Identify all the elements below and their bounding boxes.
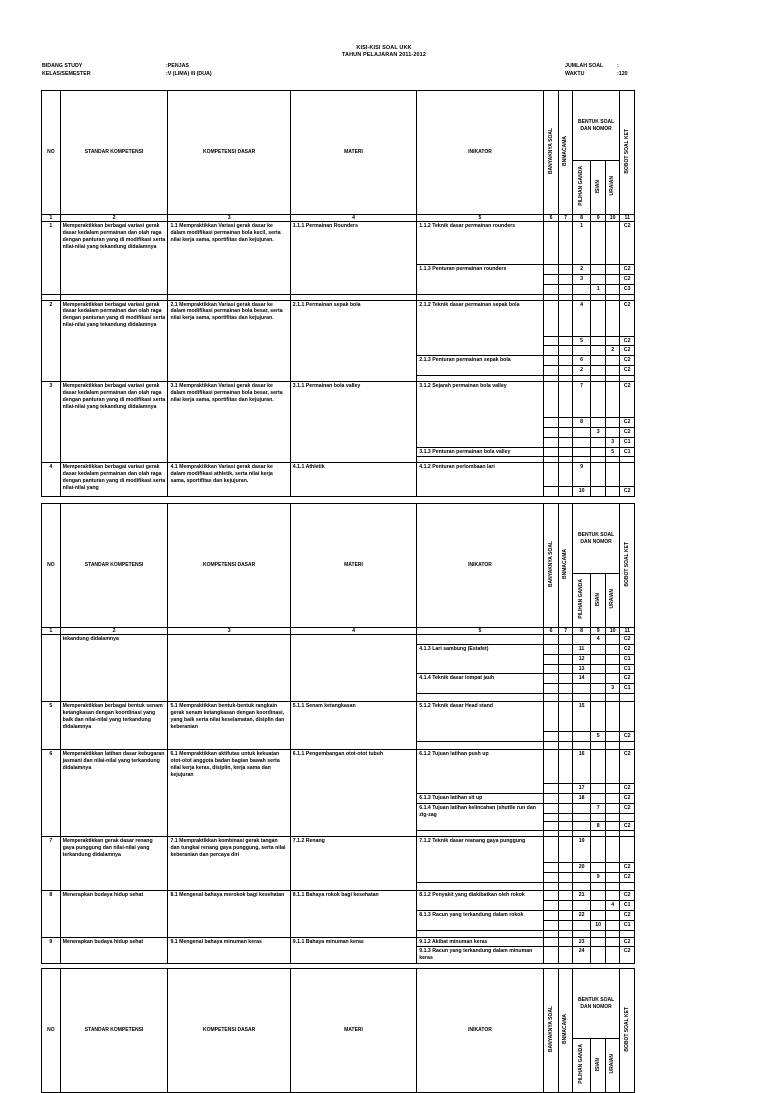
- header-standar: STANDAR KOMPETENSI: [60, 969, 168, 1093]
- header-kompetensi: KOMPETENSI DASAR: [168, 504, 290, 628]
- bidang-value: :PENJAS: [166, 63, 189, 69]
- column-number-row: 1 2 3 4 5 6 7 8 9 10 11: [42, 215, 635, 222]
- header-standar: STANDAR KOMPETENSI: [60, 504, 168, 628]
- jumlah-label: JUMLAH SOAL: [565, 63, 604, 69]
- table-row: 1 Memperaktikkan berbagai variasi gerak dasar kedalam permainan dan olah raga dengan panturan yang di modifikasi serta nilai-nilai yang tekandung didalamnya 1.1 Mempraktikkan Variasi gerak dasar ke dalam modifikasi permainan bola kecil, serta nilai kerja sama, sportifitas dan kejujuran. 1.1.1 Permainan Rounders 1.1.2 Teknik dasar permainan rounders 1 C2: [42, 222, 635, 265]
- header-uraian: URAIAN: [609, 176, 616, 196]
- table-row: 7 Memperaktikkan gerak dasar renang gaya punggung dan nilai-nilai yang terkandung didalamnya 7.1 Mempraktikkan kombinasi gerak tangan dan tungkai renang gaya punggung, serta nilai keberanian dan percaya diri 7.1.2 Renang 7.1.2 Teknik dasar reanang gaya punggung 19: [42, 837, 635, 863]
- header-indikator: INIKATOR: [417, 504, 543, 628]
- table-row: 3 Memperaktikkan berbagai variasi gerak dasar kedalam permainan dan olah raga dengan panturan yang di modifikasi serta nilai-nilai yang tekandung didalamnya 3.1 Mempraktikkan Variasi gerak dasar ke dalam modifikasi permainan bola besar, serta nilai kerja sama, sportifitas dan kejujuran. 3.1.1 Permainan bola valley 3.1.2 Sejarah permainan bola valley 7 C2: [42, 382, 635, 418]
- header-bobot: BOBOT SOAL KET: [623, 541, 630, 587]
- jumlah-value: :: [617, 63, 619, 69]
- table-row: 4 Memperaktikkan berbagai variasi gerak dasar kedalam permainan dan olah raga dengan panturan yang di modifikasi serta nilai-nilai yang 4.1 Mempraktikkan Variasi gerak dasar ke dalam modifikasi athletik, serta nilai kerja sama, sportifitas dan kejujuran. 4.1.1 Athletik 4.1.2 Penturan perlombaan lari 9: [42, 463, 635, 487]
- table-row: 8 Menerapkan budaya hidup sehat 8.1 Mengenal bahaya merokok bagi kesehatan 8.1.1 Bahaya rokok bagi kesehatan 8.1.2 Penyakit yang diakibatkan oleh rokok 21 C2: [42, 891, 635, 901]
- column-number-row: 1 2 3 4 5 6 7 8 9 10 11: [42, 628, 635, 635]
- waktu-value: :120: [617, 71, 628, 77]
- header-bentuk: BENTUK SOAL DAN NOMOR: [572, 504, 620, 574]
- header-bentuk: BENTUK SOAL DAN NOMOR: [572, 91, 620, 161]
- table-row: 3 C2: [42, 274, 635, 284]
- header-kompetensi: KOMPETENSI DASAR: [168, 91, 290, 215]
- header-no: NO: [42, 504, 61, 628]
- header-bnmacam: BNMACAMA: [562, 549, 569, 580]
- header-kompetensi: KOMPETENSI DASAR: [168, 969, 290, 1093]
- header-banyaknya: BANYAKNYA SOAL: [547, 541, 554, 588]
- header-isian: ISIAN: [594, 179, 601, 193]
- header-materi: MATERI: [290, 969, 416, 1093]
- table-row: tekandung didalamnya 4 C2: [42, 635, 635, 645]
- header-pilihan: PILIHAN GANDA: [578, 1044, 585, 1085]
- header-no: NO: [42, 91, 61, 215]
- kisi-table-page1: NO STANDAR KOMPETENSI KOMPETENSI DASAR MATERI INIKATOR BANYAKNYA SOAL BNMACAMA BENTUK SOAL DAN NOMOR BOBOT SOAL KET PILIHAN GANDA ISIAN URAIAN 1 2 3 4 5 6 7 8 9 10 11 1 Memperaktikkan berbagai variasi gerak dasar kedalam permainan dan olah raga dengan panturan yang di modifikasi serta nilai-nilai yang tekandung didalamnya 1.1 Mempraktikkan Variasi gerak dasar ke dalam modifikasi permainan bola kecil, serta nilai kerja sama, sportifitas dan kejujuran. 1.1.1 Permainan Rounders 1.1.2 Teknik dasar permainan rounders 1 C2 1.1.3 Penturan permainan rounders 2 C2 3 C2 1 C3 2 Memperaktikkan berbagai variasi gerak dasar kedalam permainan dan olah raga dengan panturan yang di modifikasi serta nilai-nilai yang tekandung didalamnya 2.1 Mempraktikkan Variasi gerak dasar ke dalam modifikasi permainan bola besar, serta nilai kerja sama, sportifitas dan kejujuran. 2.1.1 Permainan sepak bola 2.1.2 Teknik dasar permainan sepak bola 4 C2 5 C2 2 C2 2.1.3 Penturan permainan sepak bola 6 C2 2 C2 3 Memperaktikkan berbagai variasi gerak dasar kedalam permainan dan olah raga dengan panturan yang di modifikasi serta nilai-nilai yang tekandung didalamnya 3.1 Mempraktikkan Variasi gerak dasar ke dalam modifikasi permainan bola besar, serta nilai kerja sama, sportifitas dan kejujuran. 3.1.1 Permainan bola valley 3.1.2 Sejarah permainan bola valley 7 C2 8 C2 3 C2 3 C1 3.1.3 Penturan permainan bola valley 5 C1 4 Memperaktikkan berbagai variasi gerak dasar kedalam permainan dan olah raga dengan panturan yang di modifikasi serta nilai-nilai yang 4.1 Mempraktikkan Variasi gerak dasar ke dalam modifikasi athletik, serta nilai kerja sama, sportifitas dan kejujuran. 4.1.1 Athletik 4.1.2 Penturan perlombaan lari 9 10 C2: [41, 90, 635, 497]
- table-row: 9 Menerapkan budaya hidup sehat 9.1 Mengenal bahaya minuman keras 9.1.1 Bahaya minuman keras 9.1.2 Akibat minuman keras 23 C2: [42, 937, 635, 947]
- header-bobot: BOBOT SOAL KET: [623, 128, 630, 174]
- waktu-label: WAKTU: [565, 71, 585, 77]
- header-bentuk: BENTUK SOAL DAN NOMOR: [572, 969, 620, 1039]
- doc-subtitle: TAHUN PELAJARAN 2011-2012: [341, 52, 426, 58]
- header-pilihan: PILIHAN GANDA: [578, 579, 585, 620]
- header-banyaknya: BANYAKNYA SOAL: [547, 1006, 554, 1053]
- table-row: 1 C3: [42, 284, 635, 294]
- table-row: 2 Memperaktikkan berbagai variasi gerak dasar kedalam permainan dan olah raga dengan panturan yang di modifikasi serta nilai-nilai yang tekandung didalamnya 2.1 Mempraktikkan Variasi gerak dasar ke dalam modifikasi permainan bola besar, serta nilai kerja sama, sportifitas dan kejujuran. 2.1.1 Permainan sepak bola 2.1.2 Teknik dasar permainan sepak bola 4 C2: [42, 300, 635, 336]
- header-indikator: INIKATOR: [417, 91, 543, 215]
- header-no: NO: [42, 969, 61, 1093]
- header-standar: STANDAR KOMPETENSI: [60, 91, 168, 215]
- header-uraian: URAIAN: [609, 1054, 616, 1074]
- header-indikator: INIKATOR: [417, 969, 543, 1093]
- table-row: 5 Memperaktikkan berbagai bentuk senam ketangkasan dengan koordinasi yang baik dan nilai-nilai yang terkandung didalamnya 5.1 Mempraktikkan bentuk-bentuk rangkain gerak senam ketangkasan dengan koordinasi, yang baik serta nilai keselamatan, disiplin dan keberanian 5.1.1 Senam ketangkasan 5.1.2 Teknik dasar Head stand 15: [42, 702, 635, 732]
- kisi-table-page3: [41, 968, 635, 1093]
- table-row: 1.1.3 Penturan permainan rounders 2 C2: [42, 265, 635, 275]
- header-bnmacam: BNMACAMA: [562, 136, 569, 167]
- kelas-label: KELAS/SEMESTER: [42, 71, 91, 77]
- header-uraian: URAIAN: [609, 589, 616, 609]
- table-row: 6 Memperaktikkan latihan dasar kebugaran jasmani dan nilai-nilai yang terkandung didalamnya 6.1 Mempraktikkan aktifutas untuk kekuatan otot-otot anggota badan bagian bawah serta nilai kerja keras, disiplin, kerja sama dan kejujuran 6.1.1 Pengembangan otot-otot tubuh 6.1.2 Tujuan latihan push up 16 C2: [42, 750, 635, 784]
- kelas-value: :V (LIMA) /II (DUA): [166, 71, 212, 77]
- header-isian: ISIAN: [594, 592, 601, 606]
- doc-title: KISI-KISI SOAL UKK: [356, 45, 412, 51]
- header-bobot: BOBOT SOAL KET: [623, 1006, 630, 1052]
- header-isian: ISIAN: [594, 1057, 601, 1071]
- bidang-label: BIDANG STUDY: [42, 63, 83, 69]
- kisi-table-page2: NO STANDAR KOMPETENSI KOMPETENSI DASAR MATERI INIKATOR BANYAKNYA SOAL BNMACAMA BENTUK SOAL DAN NOMOR BOBOT SOAL KET PILIHAN GANDA ISIAN URAIAN 1 2 3 4 5 6 7 8 9 10 11 tekandung didalamnya 4 C2 4.1.3 Lari sambung (Estafet) 11 C2 12 C1 13 C1 4.1.4 Teknik dasar lompat jauh 14 C2 3 C1 5 Memperaktikkan berbagai bentuk senam ketangkasan dengan koordinasi yang baik dan nilai-nilai yang terkandung didalamnya 5.1 Mempraktikkan bentuk-bentuk rangkain gerak senam ketangkasan dengan koordinasi, yang baik serta nilai keselamatan, disiplin dan keberanian 5.1.1 Senam ketangkasan 5.1.2 Teknik dasar Head stand 15 5 C2 6 Memperaktikkan latihan dasar kebugaran jasmani dan nilai-nilai yang terkandung didalamnya 6.1 Mempraktikkan aktifutas untuk kekuatan otot-otot anggota badan bagian bawah serta nilai kerja keras, disiplin, kerja sama dan kejujuran 6.1.1 Pengembangan otot-otot tubuh 6.1.2 Tujuan latihan push up 16 C2 17 C2 6.1.3 Tujuan latihan sit up 18 C2 6.1.4 Tujuan latihan kelincahan (shuttle run dan zig-zag 7 C2 8 C2 7 Memperaktikkan gerak dasar renang gaya punggung dan nilai-nilai yang terkandung didalamnya 7.1 Mempraktikkan kombinasi gerak tangan dan tungkai renang gaya punggung, serta nilai keberanian dan percaya diri 7.1.2 Renang 7.1.2 Teknik dasar reanang gaya punggung 19 20 C2 9 C2 8 Menerapkan budaya hidup sehat 8.1 Mengenal bahaya merokok bagi kesehatan 8.1.1 Bahaya rokok bagi kesehatan 8.1.2 Penyakit yang diakibatkan oleh rokok 21 C2 4 C1 8.1.3 Racun yang terkandung dalam rokok 22 C2 10 C1 9 Menerapkan budaya hidup sehat 9.1 Mengenal bahaya minuman keras 9.1.1 Bahaya minuman keras 9.1.2 Akibat minuman keras 23 C2 9.1.3 Racun yang terkandung dalam minuman keras 24 C2: [41, 503, 635, 964]
- header-pilihan: PILIHAN GANDA: [578, 166, 585, 207]
- header-materi: MATERI: [290, 91, 416, 215]
- header-banyaknya: BANYAKNYA SOAL: [547, 128, 554, 175]
- header-bnmacam: BNMACAMA: [562, 1014, 569, 1045]
- header-materi: MATERI: [290, 504, 416, 628]
